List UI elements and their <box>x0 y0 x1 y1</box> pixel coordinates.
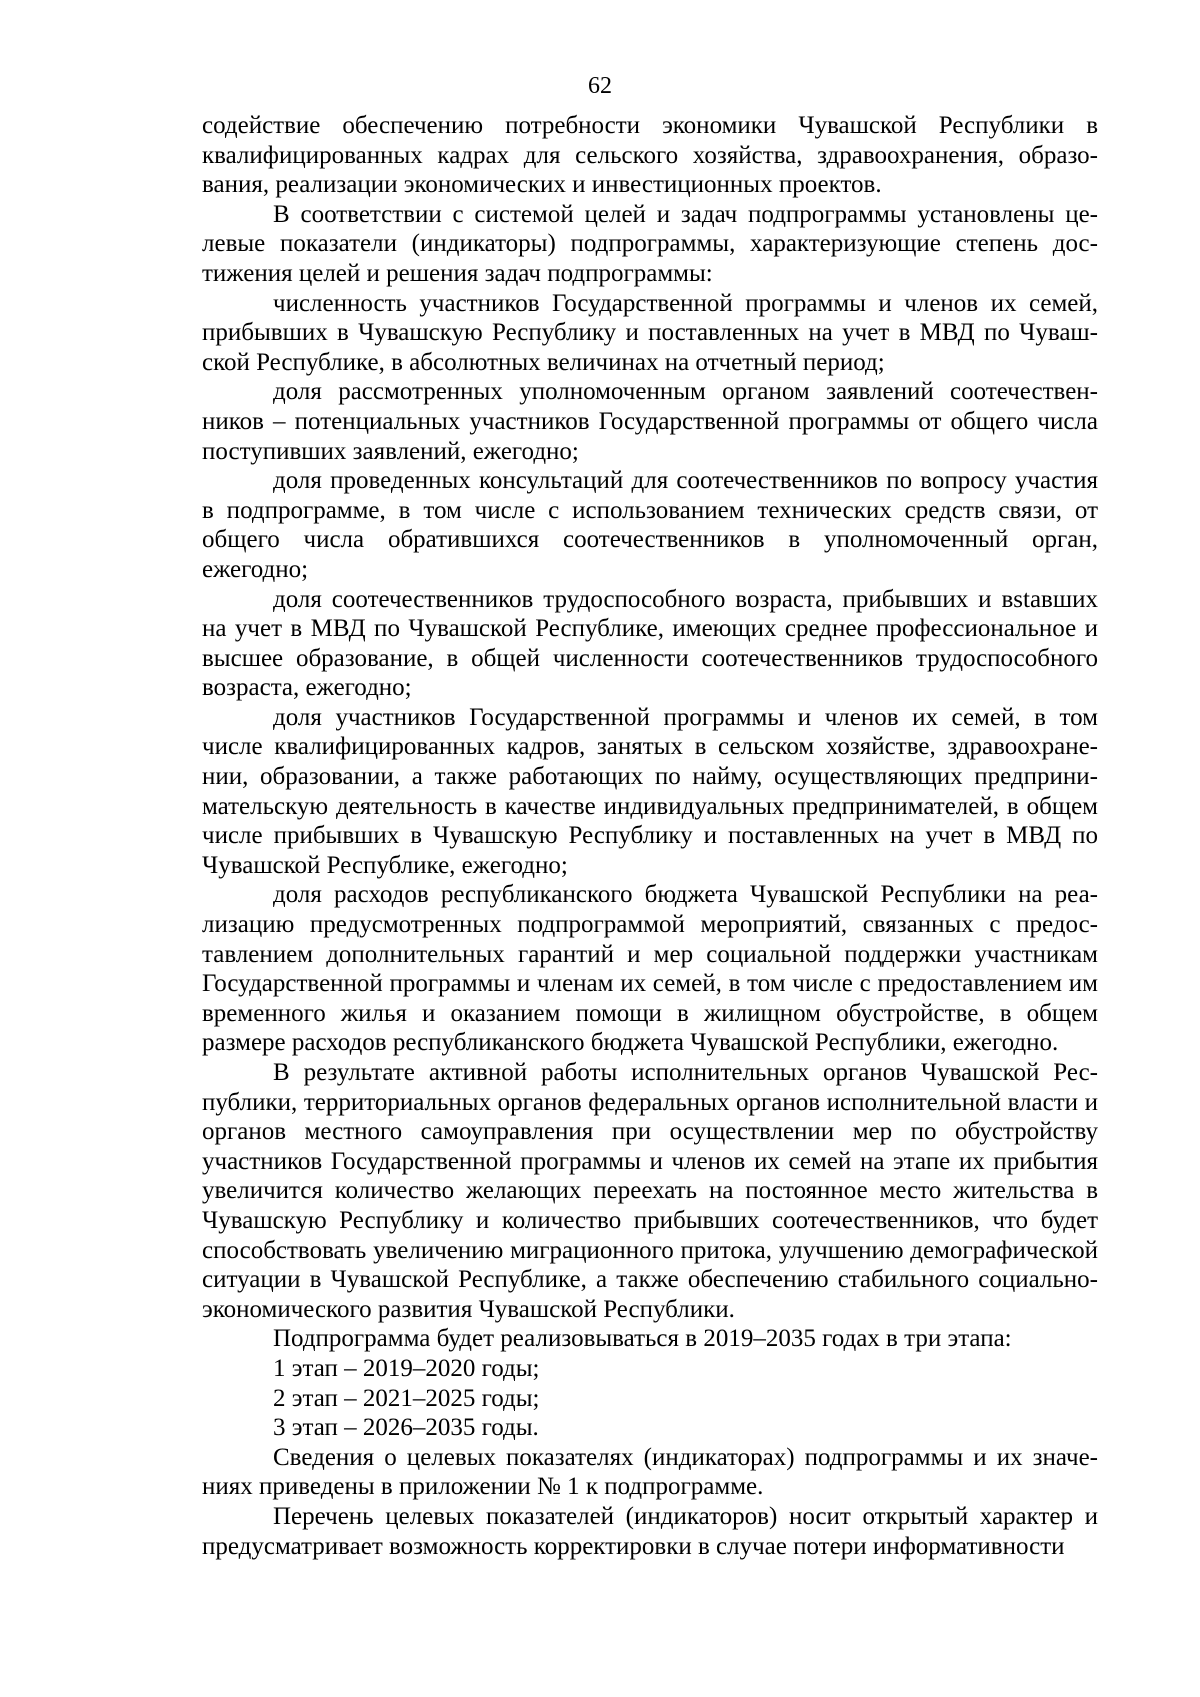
paragraph: доля расходов республиканского бюджета Чувашской Республики на реализацию предусмотренных подпрограммой мероприятий, связанных с предоставлением дополнительных гарантий и мер социальной поддержки участникам Государственной программы и членам их семей, в том числе с предоставлением им временного жилья и оказанием помощи в жилищном обустройстве, в общем размере расходов республиканского бюджета Чувашской Республики, ежегодно. <box>202 881 1098 1057</box>
paragraph: численность участников Государственной программы и членов их семей, прибывших в Чувашскую Республику и поставленных на учет в МВД по Чувашской Республике, в абсолютных величинах на отчетный период; <box>202 289 1098 376</box>
paragraph: доля участников Государственной программы и членов их семей, в том числе квалифицированных кадров, занятых в сельском хозяйстве, здравоохранении, образовании, а также работающих по найму, осуществляющих предпринимательскую деятельность в качестве индивидуальных предпринимателей, в общем числе прибывших в Чувашскую Республику и поставленных на учет в МВД по Чувашской Республике, ежегодно; <box>202 703 1098 879</box>
paragraph: доля соотечественников трудоспособного возраста, прибывших и вstавших на учет в МВД по Чувашской Республике, имеющих среднее профессиональное и высшее образование, в общей численности соотечественников трудоспособного возраста, ежегодно; <box>202 585 1098 702</box>
paragraph: Перечень целевых показателей (индикаторов) носит открытый характер и предусматривает возможность корректировки в случае потери информативности <box>202 1502 1098 1560</box>
paragraph: содействие обеспечению потребности экономики Чувашской Республики в квалифицированных кадрах для сельского хозяйства, здравоохранения, образования, реализации экономических и инвестиционных проектов. <box>202 112 1098 199</box>
page-number: 62 <box>588 73 612 99</box>
body-text <box>202 111 1098 1561</box>
paragraph: В соответствии с системой целей и задач подпрограммы установлены целевые показатели (индикаторы) подпрограммы, характеризующие степень достижения целей и решения задач подпрограммы: <box>202 200 1098 287</box>
paragraph: доля проведенных консультаций для соотечественников по вопросу участия в подпрограмме, в том числе с использованием технических средств связи, от общего числа обратившихся соотечественников в уполномоченный орган, ежегодно; <box>202 467 1098 583</box>
paragraph: В результате активной работы исполнительных органов Чувашской Республики, территориальных органов федеральных органов исполнительной власти и органов местного самоуправления при осуществлении мер по обустройству участников Государственной программы и членов их семей на этапе их прибытия увеличится количество желающих переехать на постоянное место жительства в Чувашскую Республику и количество прибывших соотечественников, что будет способствовать увеличению миграционного притока, улучшению демографической ситуации в Чувашской Республике, а также обеспечению стабильного социально-экономического развития Чувашской Республики. <box>202 1059 1098 1323</box>
paragraph: Подпрограмма будет реализовываться в 2019–2035 годах в три этапа: <box>273 1325 1012 1353</box>
stage-item: 3 этап – 2026–2035 годы. <box>273 1414 539 1442</box>
paragraph: доля рассмотренных уполномоченным органом заявлений соотечественников – потенциальных участников Государственной программы от общего числа поступивших заявлений, ежегодно; <box>202 378 1098 465</box>
stage-item: 2 этап – 2021–2025 годы; <box>273 1384 540 1412</box>
paragraph: Сведения о целевых показателях (индикаторах) подпрограммы и их значениях приведены в приложении № 1 к подпрограмме. <box>202 1443 1098 1501</box>
stage-item: 1 этап – 2019–2020 годы; <box>273 1354 540 1382</box>
